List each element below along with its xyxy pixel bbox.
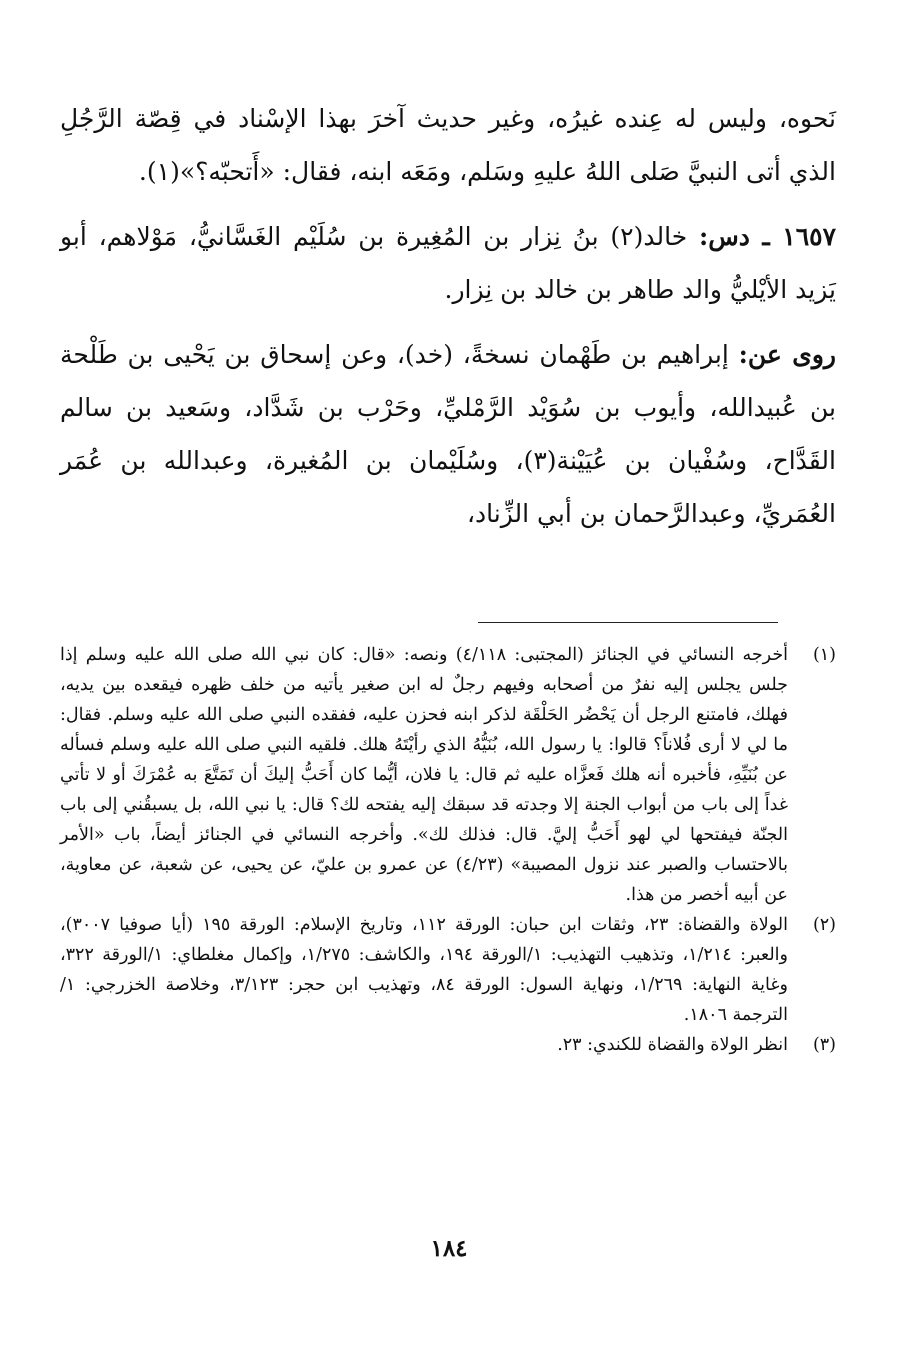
footnote: [60, 910, 836, 1030]
footnote: [60, 1030, 836, 1060]
footnote-marker: (٣): [812, 1035, 836, 1055]
footnote-text: انظر الولاة والقضاة للكندي: ٢٣.: [557, 1035, 788, 1055]
page-number: ١٨٤: [430, 1235, 468, 1262]
paragraph-continuation: نَحوه، وليس له عِنده غيرُه، وغير حديث آخرَ بهذا الإسْناد في قِصّة الرَّجُلِ الذي أتى النبيَّ صَلى اللهُ عليهِ وسَلم، ومَعَه ابنه، فقال: «أَتحبّه؟»(١).: [60, 104, 836, 186]
footnote-text: الولاة والقضاة: ٢٣، وثقات ابن حبان: الورقة ١١٢، وتاريخ الإسلام: الورقة ١٩٥ (أيا صوفيا ٣٠٠٧)، والعبر: ١/٢١٤، وتذهيب التهذيب: ١/الورقة ١٩٤، والكاشف: ١/٢٧٥، وإكمال مغلطاي: ١/الورقة ٣٢٢، وغاية النهاية: ١/٢٦٩، ونهاية السول: الورقة ٨٤، وتهذيب ابن حجر: ٣/١٢٣، وخلاصة الخزرجي: ١/الترجمة ١٨٠٦.: [60, 915, 788, 1025]
narrated-from-paragraph: [60, 328, 836, 540]
entry-text: خالد(٢) بنُ نِزار بن المُغِيرة بن سُلَيْم الغَسَّانيُّ، مَوْلاهم، أبو يَزيد الأيْليُّ والد طاهر بن خالد بن نِزار.: [60, 222, 836, 304]
main-text: [60, 92, 836, 540]
biography-entry: [60, 210, 836, 316]
footnote-marker: (١): [812, 645, 836, 665]
footnote-divider: [478, 622, 778, 623]
entry-number: ١٦٥٧ ـ دس:: [698, 222, 836, 251]
footnote: [60, 640, 836, 910]
narrated-from-label: روى عن:: [738, 340, 837, 369]
footnote-marker: (٢): [812, 915, 836, 935]
footnote-text: أخرجه النسائي في الجنائز (المجتبى: ٤/١١٨) ونصه: «قال: كان نبي الله صلى الله عليه وسلم إذا جلس يجلس إليه نفرٌ من أصحابه وفيهم رجلٌ له ابن صغير يأتيه من خلف ظهره فيقعده بين يديه، فهلك، فامتنع الرجل أن يَحْضُر الحَلْقَة لذكر ابنه فحزن عليه، ففقده النبي صلى الله عليه وسلم. فقال: ما لي لا أرى فُلاناً؟ قالوا: يا رسول الله، بُنَيُّهُ الذي رأيْتَهُ هلك. فلقيه النبي صلى الله عليه وسلم فسأله عن بُنَيِّهِ، فأخبره أنه هلك فَعزَّاه عليه ثم قال: يا فلان، أيُّما كان أَحَبُّ إليكَ أن تَمَتَّعَ به عُمْرَكَ أو لا تأتي غداً إلى باب من أبواب الجنة إلا وجدته قد سبقك إليه يفتحه لك؟ قال: يا نبي الله، بل يسبقُني إلى باب الجنّة فيفتحها لي لهو أَحَبُّ إليَّ. قال: فذلك لك». وأخرجه النسائي في الجنائز أيضاً، باب «الأمر بالاحتساب والصبر عند نزول المصيبة» (٤/٢٣) عن عمرو بن عليّ، عن يحيى، عن شعبة، عن معاوية، عن أبيه أخصر من هذا.: [60, 645, 788, 905]
narrated-from-text: إبراهيم بن طَهْمان نسخةً، (خد)، وعن إسحاق بن يَحْيى بن طَلْحة بن عُبيدالله، وأيوب بن سُوَيْد الرَّمْليِّ، وحَرْب بن شَدَّاد، وسَعيد بن سالم القَدَّاح، وسُفْيان بن عُيَيْنة(٣)، وسُلَيْمان بن المُغيرة، وعبدالله بن عُمَر العُمَريِّ، وعبدالرَّحمان بن أبي الزِّناد،: [60, 340, 836, 528]
footnotes: [60, 640, 836, 1060]
